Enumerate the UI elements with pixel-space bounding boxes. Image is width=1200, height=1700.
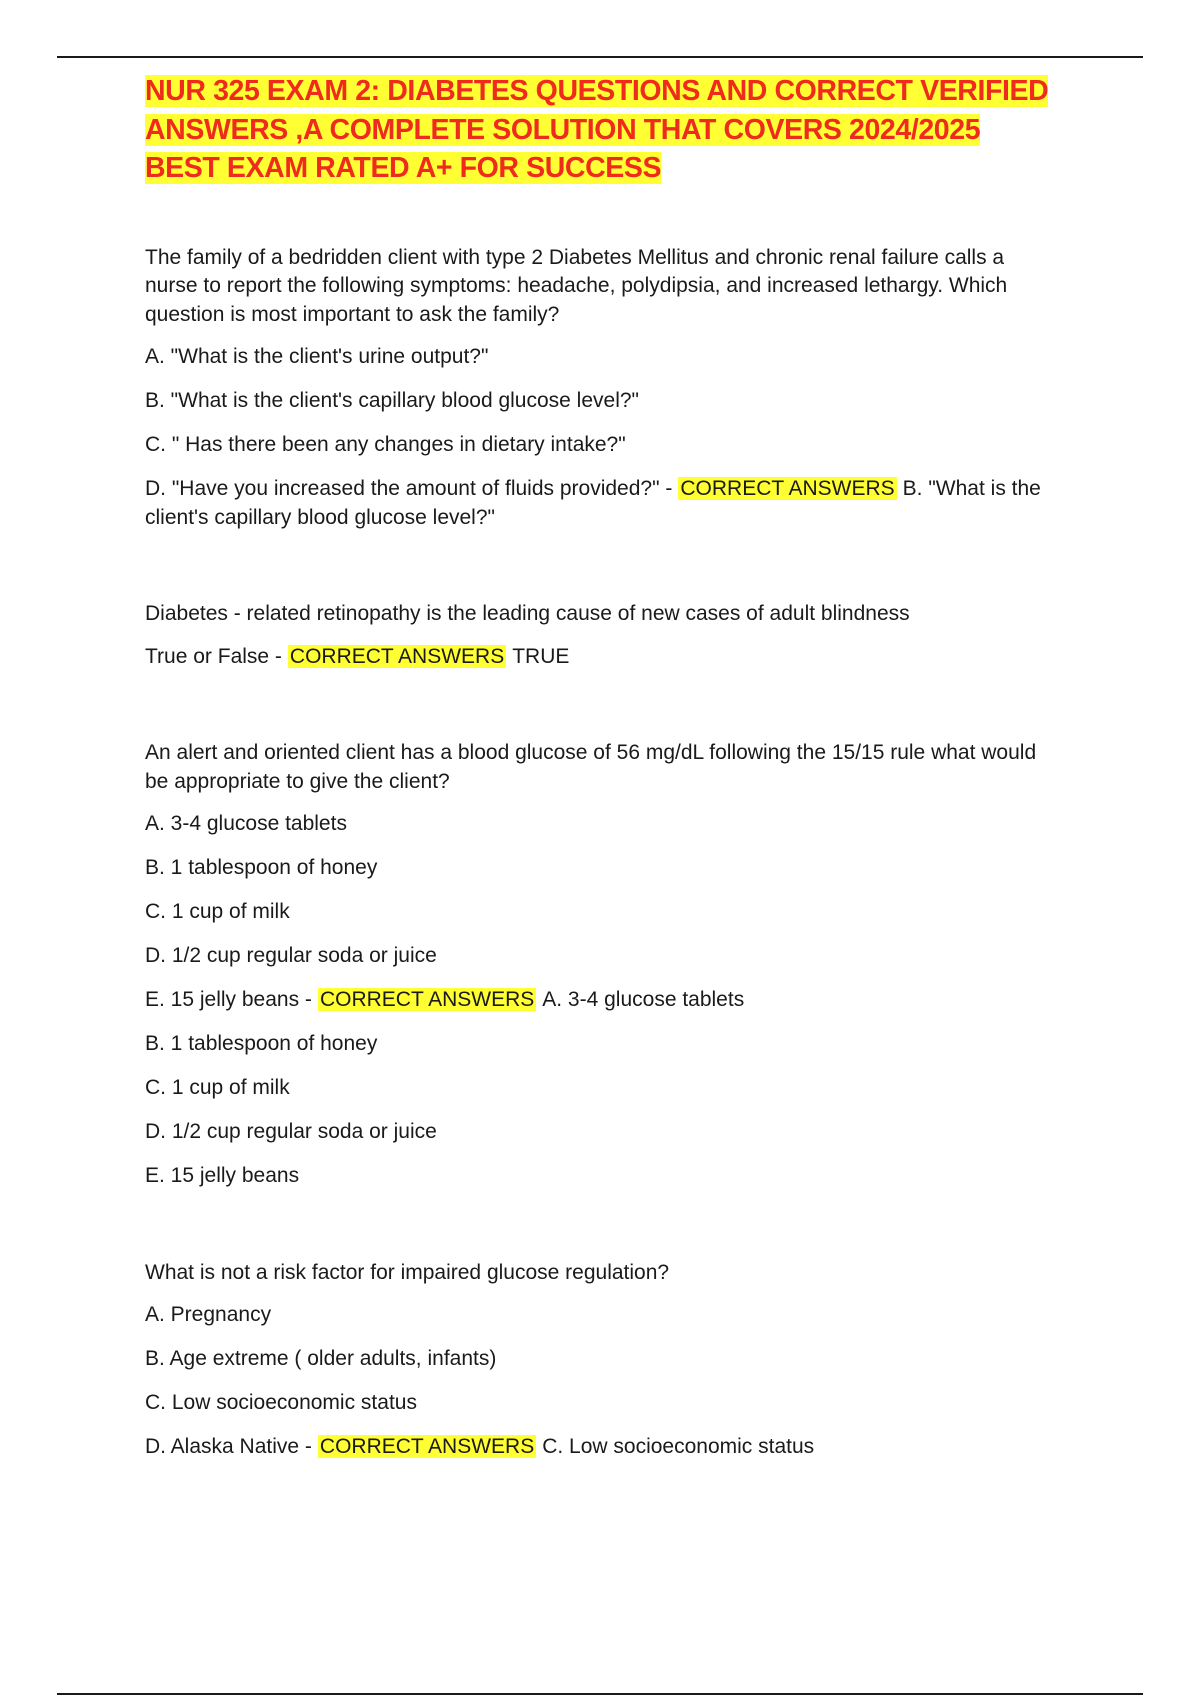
document-title: NUR 325 EXAM 2: DIABETES QUESTIONS AND CORRECT VERIFIED ANSWERS ,A COMPLETE SOLUTION THAT COVERS 2024/2025 BEST EXAM RATED A+ FOR SUCCESS xyxy=(145,75,1049,184)
bottom-rule xyxy=(57,1693,1143,1695)
question-3-option-c: C. 1 cup of milk xyxy=(145,900,290,923)
question-3-after-c: C. 1 cup of milk xyxy=(145,1076,290,1099)
question-2-prompt-with-answer xyxy=(145,643,1055,672)
question-4-stem: What is not a risk factor for impaired glucose regulation? xyxy=(145,1260,670,1284)
question-1-answer: B. "What is the client's capillary blood glucose level?" xyxy=(145,477,1041,529)
document-body xyxy=(145,72,1055,1462)
question-3-answer: A. 3-4 glucose tablets xyxy=(542,988,745,1011)
question-3-option-b: B. 1 tablespoon of honey xyxy=(145,856,378,879)
question-3-stem: An alert and oriented client has a blood glucose of 56 mg/dL following the 15/15 rule what would be appropriate to give the client? xyxy=(145,741,1037,793)
question-2 xyxy=(145,600,1055,671)
question-3-option-d: D. 1/2 cup regular soda or juice xyxy=(145,944,437,967)
question-4-option-d-with-answer xyxy=(145,1433,1055,1462)
top-rule xyxy=(57,56,1143,58)
question-3-option-e-with-answer xyxy=(145,986,1055,1015)
question-3-option-a: A. 3-4 glucose tablets xyxy=(145,812,347,835)
question-1-option-b: B. "What is the client's capillary blood glucose level?" xyxy=(145,389,639,412)
question-3-option-e: E. 15 jelly beans - xyxy=(145,988,312,1011)
question-3-after-e: E. 15 jelly beans xyxy=(145,1164,300,1187)
question-1-option-c: C. " Has there been any changes in dietary intake?" xyxy=(145,433,626,456)
question-4-answer: C. Low socioeconomic status xyxy=(542,1435,815,1458)
correct-answers-highlight: CORRECT ANSWERS xyxy=(680,477,895,500)
question-1-option-d-with-answer xyxy=(145,475,1055,532)
question-3-after-d: D. 1/2 cup regular soda or juice xyxy=(145,1120,437,1143)
question-2-answer: TRUE xyxy=(512,644,570,668)
question-1 xyxy=(145,244,1055,533)
question-1-option-d: D. "Have you increased the amount of fluids provided?" - xyxy=(145,477,673,500)
question-3-after-b: B. 1 tablespoon of honey xyxy=(145,1032,378,1055)
question-4 xyxy=(145,1259,1055,1462)
question-1-option-a: A. "What is the client's urine output?" xyxy=(145,345,489,368)
correct-answers-highlight: CORRECT ANSWERS xyxy=(319,1435,535,1458)
question-4-option-c: C. Low socioeconomic status xyxy=(145,1391,417,1414)
question-4-option-a: A. Pregnancy xyxy=(145,1303,272,1326)
question-4-option-b: B. Age extreme ( older adults, infants) xyxy=(145,1347,497,1370)
question-1-stem: The family of a bedridden client with type 2 Diabetes Mellitus and chronic renal failure calls a nurse to report the following symptoms: headache, polydipsia, and increased lethargy. Which question is most important to ask the family? xyxy=(145,245,1008,326)
question-3 xyxy=(145,739,1055,1191)
correct-answers-highlight: CORRECT ANSWERS xyxy=(289,644,505,668)
question-4-option-d: D. Alaska Native - xyxy=(145,1435,312,1458)
question-2-stem: Diabetes - related retinopathy is the leading cause of new cases of adult blindness xyxy=(145,602,910,625)
correct-answers-highlight: CORRECT ANSWERS xyxy=(319,988,535,1011)
question-2-prompt: True or False - xyxy=(145,644,282,668)
